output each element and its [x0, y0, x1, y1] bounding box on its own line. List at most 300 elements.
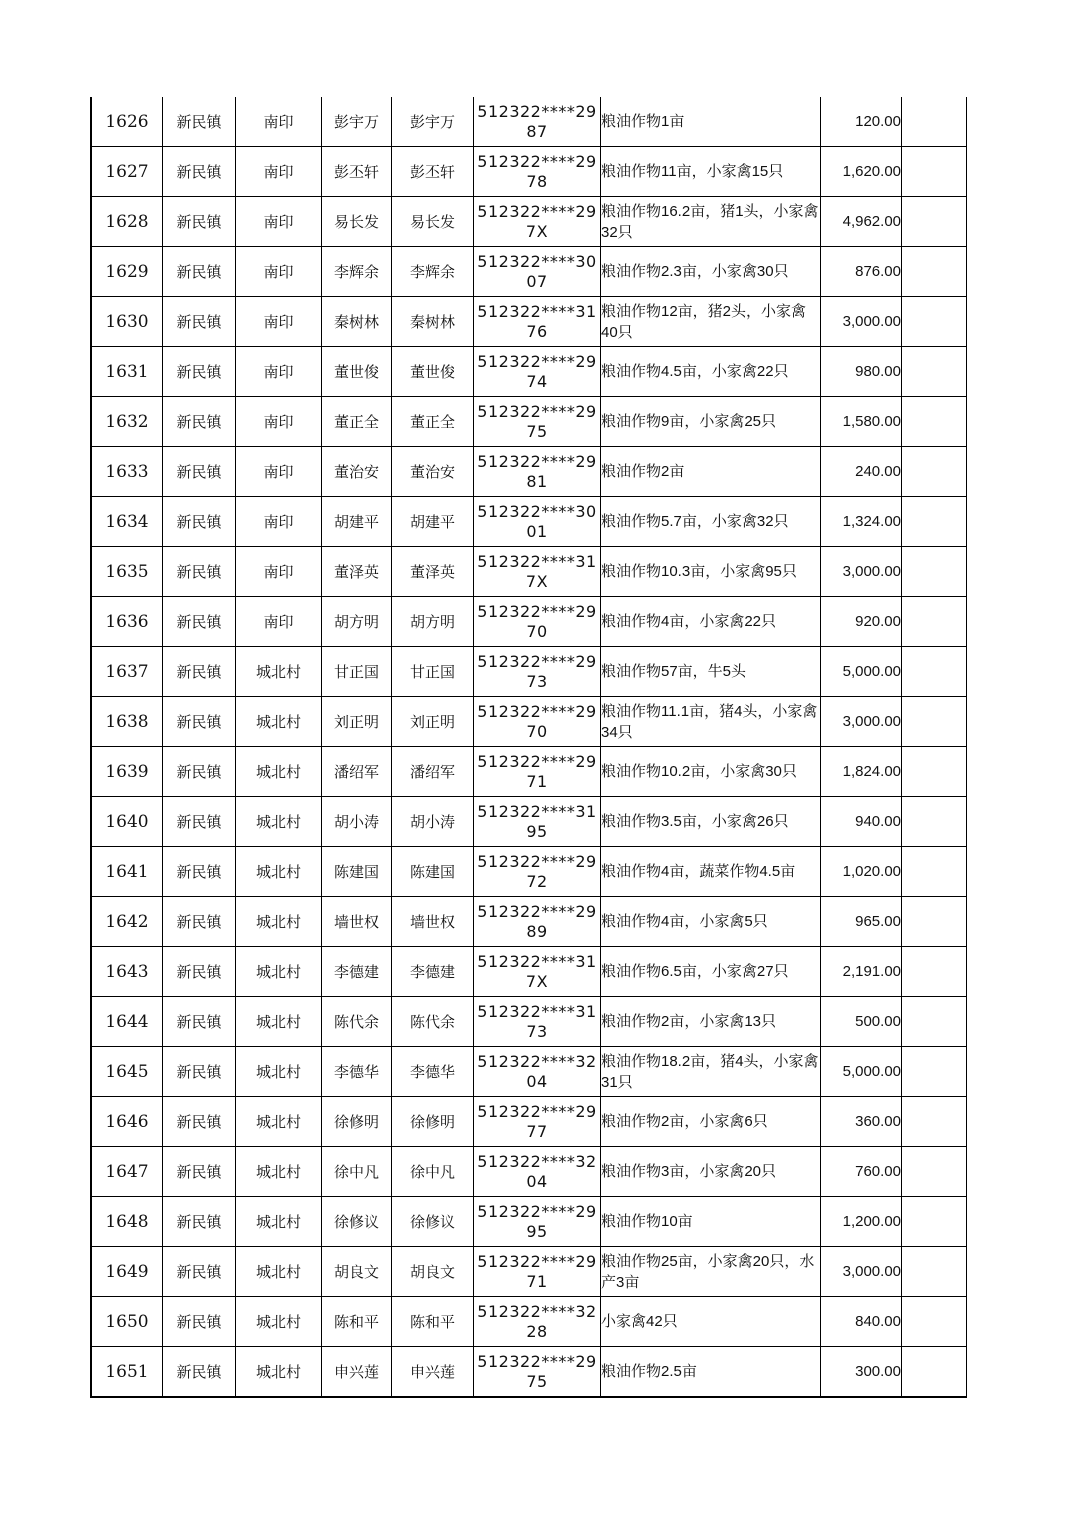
- payee-name-cell: 易长发: [392, 197, 474, 247]
- table-row: [91, 97, 967, 147]
- row-number: 1628: [91, 197, 163, 247]
- farmer-name-cell: 胡小涛: [322, 797, 392, 847]
- id-number-cell: [474, 147, 601, 197]
- table-row: [91, 797, 967, 847]
- row-number: 1639: [91, 747, 163, 797]
- subsidy-description-cell: 粮油作物12亩，猪2头，小家禽40只: [601, 297, 821, 347]
- remarks-cell: [902, 897, 967, 947]
- amount-cell: 840.00: [821, 1297, 902, 1347]
- subsidy-description-cell: 粮油作物25亩，小家禽20只，水产3亩: [601, 1247, 821, 1297]
- remarks-cell: [902, 147, 967, 197]
- table-row: [91, 547, 967, 597]
- remarks-cell: [902, 797, 967, 847]
- row-number: 1644: [91, 997, 163, 1047]
- id-number-line-2: 73: [526, 671, 548, 691]
- town-cell: 新民镇: [163, 1147, 236, 1197]
- table-row: [91, 847, 967, 897]
- amount-cell: 1,020.00: [821, 847, 902, 897]
- table-row: [91, 947, 967, 997]
- id-number-line-1: 512322****29: [477, 151, 597, 171]
- subsidy-description-cell: 粮油作物2亩，小家禽13只: [601, 997, 821, 1047]
- id-number-line-1: 512322****29: [477, 1101, 597, 1121]
- table-row: [91, 1147, 967, 1197]
- id-number-line-2: 75: [526, 1371, 548, 1391]
- payee-name-cell: 徐中凡: [392, 1147, 474, 1197]
- village-cell: 城北村: [236, 1047, 322, 1097]
- remarks-cell: [902, 847, 967, 897]
- remarks-cell: [902, 647, 967, 697]
- remarks-cell: [902, 1297, 967, 1347]
- table-row: [91, 897, 967, 947]
- id-number-cell: [474, 697, 601, 747]
- id-number-line-2: 77: [526, 1121, 548, 1141]
- payee-name-cell: 甘正国: [392, 647, 474, 697]
- id-number-line-2: 28: [526, 1321, 548, 1341]
- farmer-name-cell: 徐中凡: [322, 1147, 392, 1197]
- id-number-line-2: 78: [526, 171, 548, 191]
- town-cell: 新民镇: [163, 1197, 236, 1247]
- row-number: 1646: [91, 1097, 163, 1147]
- remarks-cell: [902, 1247, 967, 1297]
- id-number-line-1: 512322****29: [477, 201, 597, 221]
- id-number-cell: [474, 897, 601, 947]
- amount-cell: 760.00: [821, 1147, 902, 1197]
- subsidy-description-cell: 粮油作物2亩: [601, 447, 821, 497]
- village-cell: 南印: [236, 147, 322, 197]
- farmer-name-cell: 刘正明: [322, 697, 392, 747]
- id-number-line-1: 512322****29: [477, 601, 597, 621]
- village-cell: 南印: [236, 497, 322, 547]
- amount-cell: 500.00: [821, 997, 902, 1047]
- row-number: 1642: [91, 897, 163, 947]
- table-row: [91, 1247, 967, 1297]
- id-number-line-2: 07: [526, 271, 548, 291]
- id-number-line-2: 81: [526, 471, 548, 491]
- subsidy-description-cell: 小家禽42只: [601, 1297, 821, 1347]
- id-number-line-2: 7X: [525, 221, 549, 241]
- payee-name-cell: 陈代余: [392, 997, 474, 1047]
- farmer-name-cell: 胡方明: [322, 597, 392, 647]
- row-number: 1648: [91, 1197, 163, 1247]
- payee-name-cell: 李德建: [392, 947, 474, 997]
- farmer-name-cell: 胡建平: [322, 497, 392, 547]
- payee-name-cell: 董泽英: [392, 547, 474, 597]
- id-number-line-2: 7X: [525, 971, 549, 991]
- town-cell: 新民镇: [163, 447, 236, 497]
- row-number: 1637: [91, 647, 163, 697]
- row-number: 1650: [91, 1297, 163, 1347]
- id-number-cell: [474, 547, 601, 597]
- payee-name-cell: 董世俊: [392, 347, 474, 397]
- farmer-name-cell: 彭丕轩: [322, 147, 392, 197]
- town-cell: 新民镇: [163, 297, 236, 347]
- village-cell: 城北村: [236, 1097, 322, 1147]
- town-cell: 新民镇: [163, 97, 236, 147]
- farmer-name-cell: 董正全: [322, 397, 392, 447]
- id-number-line-2: 70: [526, 621, 548, 641]
- subsidy-description-cell: 粮油作物4.5亩，小家禽22只: [601, 347, 821, 397]
- row-number: 1638: [91, 697, 163, 747]
- id-number-cell: [474, 647, 601, 697]
- farmer-name-cell: 徐修议: [322, 1197, 392, 1247]
- subsidy-description-cell: 粮油作物2亩，小家禽6只: [601, 1097, 821, 1147]
- remarks-cell: [902, 1197, 967, 1247]
- remarks-cell: [902, 1347, 967, 1398]
- farmer-name-cell: 董泽英: [322, 547, 392, 597]
- id-number-cell: [474, 1097, 601, 1147]
- id-number-cell: [474, 847, 601, 897]
- payee-name-cell: 董正全: [392, 397, 474, 447]
- payee-name-cell: 徐修议: [392, 1197, 474, 1247]
- village-cell: 城北村: [236, 1197, 322, 1247]
- amount-cell: 4,962.00: [821, 197, 902, 247]
- subsidy-description-cell: 粮油作物1亩: [601, 97, 821, 147]
- payee-name-cell: 胡建平: [392, 497, 474, 547]
- town-cell: 新民镇: [163, 647, 236, 697]
- village-cell: 城北村: [236, 1247, 322, 1297]
- subsidy-description-cell: 粮油作物10.3亩，小家禽95只: [601, 547, 821, 597]
- row-number: 1626: [91, 97, 163, 147]
- farmer-name-cell: 申兴莲: [322, 1347, 392, 1398]
- town-cell: 新民镇: [163, 1247, 236, 1297]
- remarks-cell: [902, 497, 967, 547]
- subsidy-description-cell: 粮油作物57亩，牛5头: [601, 647, 821, 697]
- id-number-line-2: 74: [526, 371, 548, 391]
- table-row: [91, 1297, 967, 1347]
- payee-name-cell: 彭丕轩: [392, 147, 474, 197]
- id-number-line-2: 72: [526, 871, 548, 891]
- village-cell: 城北村: [236, 1347, 322, 1398]
- payee-name-cell: 李德华: [392, 1047, 474, 1097]
- farmer-name-cell: 潘绍军: [322, 747, 392, 797]
- town-cell: 新民镇: [163, 747, 236, 797]
- farmer-name-cell: 徐修明: [322, 1097, 392, 1147]
- table-row: [91, 997, 967, 1047]
- id-number-cell: [474, 297, 601, 347]
- id-number-line-2: 89: [526, 921, 548, 941]
- farmer-name-cell: 李德建: [322, 947, 392, 997]
- village-cell: 城北村: [236, 697, 322, 747]
- town-cell: 新民镇: [163, 1047, 236, 1097]
- village-cell: 城北村: [236, 847, 322, 897]
- row-number: 1636: [91, 597, 163, 647]
- amount-cell: 3,000.00: [821, 697, 902, 747]
- farmer-name-cell: 陈建国: [322, 847, 392, 897]
- remarks-cell: [902, 447, 967, 497]
- payee-name-cell: 胡小涛: [392, 797, 474, 847]
- id-number-line-2: 73: [526, 1021, 548, 1041]
- remarks-cell: [902, 1047, 967, 1097]
- amount-cell: 1,824.00: [821, 747, 902, 797]
- id-number-line-1: 512322****29: [477, 1351, 597, 1371]
- remarks-cell: [902, 597, 967, 647]
- farmer-name-cell: 秦树林: [322, 297, 392, 347]
- id-number-cell: [474, 447, 601, 497]
- village-cell: 南印: [236, 347, 322, 397]
- subsidy-description-cell: 粮油作物6.5亩，小家禽27只: [601, 947, 821, 997]
- id-number-line-2: 71: [526, 771, 548, 791]
- payee-name-cell: 刘正明: [392, 697, 474, 747]
- farmer-name-cell: 董治安: [322, 447, 392, 497]
- id-number-line-1: 512322****31: [477, 551, 597, 571]
- town-cell: 新民镇: [163, 547, 236, 597]
- subsidy-description-cell: 粮油作物4亩，小家禽22只: [601, 597, 821, 647]
- village-cell: 南印: [236, 197, 322, 247]
- amount-cell: 1,580.00: [821, 397, 902, 447]
- row-number: 1649: [91, 1247, 163, 1297]
- id-number-line-1: 512322****29: [477, 101, 597, 121]
- id-number-cell: [474, 997, 601, 1047]
- amount-cell: 980.00: [821, 347, 902, 397]
- id-number-line-1: 512322****29: [477, 701, 597, 721]
- id-number-line-1: 512322****32: [477, 1051, 597, 1071]
- row-number: 1634: [91, 497, 163, 547]
- farmer-name-cell: 李德华: [322, 1047, 392, 1097]
- id-number-cell: [474, 1197, 601, 1247]
- id-number-line-1: 512322****30: [477, 501, 597, 521]
- farmer-name-cell: 胡良文: [322, 1247, 392, 1297]
- amount-cell: 1,620.00: [821, 147, 902, 197]
- remarks-cell: [902, 347, 967, 397]
- amount-cell: 940.00: [821, 797, 902, 847]
- subsidy-description-cell: 粮油作物10亩: [601, 1197, 821, 1247]
- row-number: 1631: [91, 347, 163, 397]
- town-cell: 新民镇: [163, 997, 236, 1047]
- table-row: [91, 647, 967, 697]
- id-number-cell: [474, 597, 601, 647]
- table-row: [91, 397, 967, 447]
- subsidy-table: [90, 97, 967, 1398]
- payee-name-cell: 墙世权: [392, 897, 474, 947]
- table-row: [91, 447, 967, 497]
- id-number-cell: [474, 1297, 601, 1347]
- farmer-name-cell: 董世俊: [322, 347, 392, 397]
- subsidy-description-cell: 粮油作物11.1亩，猪4头，小家禽34只: [601, 697, 821, 747]
- village-cell: 南印: [236, 597, 322, 647]
- village-cell: 城北村: [236, 797, 322, 847]
- amount-cell: 120.00: [821, 97, 902, 147]
- amount-cell: 2,191.00: [821, 947, 902, 997]
- table-row: [91, 747, 967, 797]
- town-cell: 新民镇: [163, 897, 236, 947]
- village-cell: 城北村: [236, 1297, 322, 1347]
- village-cell: 城北村: [236, 1147, 322, 1197]
- farmer-name-cell: 陈和平: [322, 1297, 392, 1347]
- row-number: 1641: [91, 847, 163, 897]
- town-cell: 新民镇: [163, 947, 236, 997]
- row-number: 1632: [91, 397, 163, 447]
- village-cell: 南印: [236, 247, 322, 297]
- village-cell: 城北村: [236, 647, 322, 697]
- id-number-line-2: 04: [526, 1071, 548, 1091]
- farmer-name-cell: 易长发: [322, 197, 392, 247]
- subsidy-description-cell: 粮油作物18.2亩，猪4头，小家禽31只: [601, 1047, 821, 1097]
- id-number-line-1: 512322****31: [477, 801, 597, 821]
- id-number-line-1: 512322****29: [477, 651, 597, 671]
- id-number-line-1: 512322****31: [477, 301, 597, 321]
- id-number-line-2: 01: [526, 521, 548, 541]
- table-row: [91, 297, 967, 347]
- amount-cell: 1,200.00: [821, 1197, 902, 1247]
- amount-cell: 876.00: [821, 247, 902, 297]
- remarks-cell: [902, 297, 967, 347]
- remarks-cell: [902, 997, 967, 1047]
- id-number-cell: [474, 347, 601, 397]
- payee-name-cell: 徐修明: [392, 1097, 474, 1147]
- town-cell: 新民镇: [163, 197, 236, 247]
- village-cell: 城北村: [236, 747, 322, 797]
- remarks-cell: [902, 1147, 967, 1197]
- id-number-line-1: 512322****29: [477, 901, 597, 921]
- village-cell: 城北村: [236, 947, 322, 997]
- row-number: 1643: [91, 947, 163, 997]
- row-number: 1629: [91, 247, 163, 297]
- payee-name-cell: 彭宇万: [392, 97, 474, 147]
- id-number-line-1: 512322****32: [477, 1151, 597, 1171]
- town-cell: 新民镇: [163, 1097, 236, 1147]
- id-number-line-1: 512322****32: [477, 1301, 597, 1321]
- remarks-cell: [902, 1097, 967, 1147]
- town-cell: 新民镇: [163, 347, 236, 397]
- subsidy-description-cell: 粮油作物4亩，小家禽5只: [601, 897, 821, 947]
- table-row: [91, 247, 967, 297]
- farmer-name-cell: 彭宇万: [322, 97, 392, 147]
- id-number-line-2: 71: [526, 1271, 548, 1291]
- id-number-cell: [474, 947, 601, 997]
- id-number-line-2: 75: [526, 421, 548, 441]
- row-number: 1635: [91, 547, 163, 597]
- id-number-line-2: 70: [526, 721, 548, 741]
- row-number: 1640: [91, 797, 163, 847]
- row-number: 1630: [91, 297, 163, 347]
- farmer-name-cell: 墙世权: [322, 897, 392, 947]
- table-row: [91, 597, 967, 647]
- amount-cell: 300.00: [821, 1347, 902, 1398]
- subsidy-description-cell: 粮油作物2.3亩，小家禽30只: [601, 247, 821, 297]
- village-cell: 南印: [236, 397, 322, 447]
- payee-name-cell: 胡良文: [392, 1247, 474, 1297]
- row-number: 1633: [91, 447, 163, 497]
- id-number-line-2: 04: [526, 1171, 548, 1191]
- id-number-line-1: 512322****29: [477, 351, 597, 371]
- id-number-line-2: 95: [526, 1221, 548, 1241]
- village-cell: 南印: [236, 447, 322, 497]
- id-number-line-1: 512322****29: [477, 1201, 597, 1221]
- row-number: 1647: [91, 1147, 163, 1197]
- payee-name-cell: 董治安: [392, 447, 474, 497]
- amount-cell: 965.00: [821, 897, 902, 947]
- subsidy-description-cell: 粮油作物5.7亩，小家禽32只: [601, 497, 821, 547]
- town-cell: 新民镇: [163, 847, 236, 897]
- table-row: [91, 1197, 967, 1247]
- row-number: 1645: [91, 1047, 163, 1097]
- table-row: [91, 497, 967, 547]
- subsidy-description-cell: 粮油作物3.5亩，小家禽26只: [601, 797, 821, 847]
- remarks-cell: [902, 547, 967, 597]
- payee-name-cell: 潘绍军: [392, 747, 474, 797]
- id-number-line-1: 512322****29: [477, 451, 597, 471]
- id-number-cell: [474, 797, 601, 847]
- table-body: [91, 97, 967, 1397]
- payee-name-cell: 陈和平: [392, 1297, 474, 1347]
- payee-name-cell: 胡方明: [392, 597, 474, 647]
- payee-name-cell: 秦树林: [392, 297, 474, 347]
- id-number-cell: [474, 197, 601, 247]
- payee-name-cell: 李辉余: [392, 247, 474, 297]
- id-number-cell: [474, 97, 601, 147]
- id-number-line-1: 512322****29: [477, 1251, 597, 1271]
- subsidy-description-cell: 粮油作物10.2亩，小家禽30只: [601, 747, 821, 797]
- village-cell: 南印: [236, 97, 322, 147]
- id-number-cell: [474, 497, 601, 547]
- id-number-line-1: 512322****29: [477, 401, 597, 421]
- payee-name-cell: 陈建国: [392, 847, 474, 897]
- id-number-line-1: 512322****29: [477, 751, 597, 771]
- town-cell: 新民镇: [163, 397, 236, 447]
- row-number: 1651: [91, 1347, 163, 1398]
- village-cell: 南印: [236, 547, 322, 597]
- remarks-cell: [902, 947, 967, 997]
- id-number-line-1: 512322****31: [477, 1001, 597, 1021]
- amount-cell: 920.00: [821, 597, 902, 647]
- amount-cell: 3,000.00: [821, 297, 902, 347]
- id-number-cell: [474, 1247, 601, 1297]
- id-number-cell: [474, 1347, 601, 1398]
- subsidy-description-cell: 粮油作物2.5亩: [601, 1347, 821, 1398]
- id-number-cell: [474, 247, 601, 297]
- id-number-line-2: 7X: [525, 571, 549, 591]
- id-number-line-2: 95: [526, 821, 548, 841]
- remarks-cell: [902, 97, 967, 147]
- amount-cell: 3,000.00: [821, 1247, 902, 1297]
- id-number-cell: [474, 1147, 601, 1197]
- town-cell: 新民镇: [163, 1347, 236, 1398]
- table-row: [91, 347, 967, 397]
- town-cell: 新民镇: [163, 797, 236, 847]
- remarks-cell: [902, 747, 967, 797]
- town-cell: 新民镇: [163, 497, 236, 547]
- id-number-line-2: 76: [526, 321, 548, 341]
- amount-cell: 1,324.00: [821, 497, 902, 547]
- subsidy-description-cell: 粮油作物16.2亩，猪1头，小家禽32只: [601, 197, 821, 247]
- id-number-cell: [474, 397, 601, 447]
- village-cell: 南印: [236, 297, 322, 347]
- id-number-cell: [474, 747, 601, 797]
- subsidy-description-cell: 粮油作物11亩，小家禽15只: [601, 147, 821, 197]
- table-row: [91, 197, 967, 247]
- row-number: 1627: [91, 147, 163, 197]
- subsidy-description-cell: 粮油作物4亩，蔬菜作物4.5亩: [601, 847, 821, 897]
- id-number-cell: [474, 1047, 601, 1097]
- amount-cell: 5,000.00: [821, 1047, 902, 1097]
- id-number-line-1: 512322****29: [477, 851, 597, 871]
- amount-cell: 360.00: [821, 1097, 902, 1147]
- table-row: [91, 147, 967, 197]
- village-cell: 城北村: [236, 997, 322, 1047]
- table-row: [91, 697, 967, 747]
- id-number-line-1: 512322****30: [477, 251, 597, 271]
- subsidy-description-cell: 粮油作物9亩，小家禽25只: [601, 397, 821, 447]
- farmer-name-cell: 甘正国: [322, 647, 392, 697]
- village-cell: 城北村: [236, 897, 322, 947]
- table-row: [91, 1047, 967, 1097]
- remarks-cell: [902, 397, 967, 447]
- table-row: [91, 1347, 967, 1398]
- table-row: [91, 1097, 967, 1147]
- town-cell: 新民镇: [163, 597, 236, 647]
- amount-cell: 3,000.00: [821, 547, 902, 597]
- farmer-name-cell: 陈代余: [322, 997, 392, 1047]
